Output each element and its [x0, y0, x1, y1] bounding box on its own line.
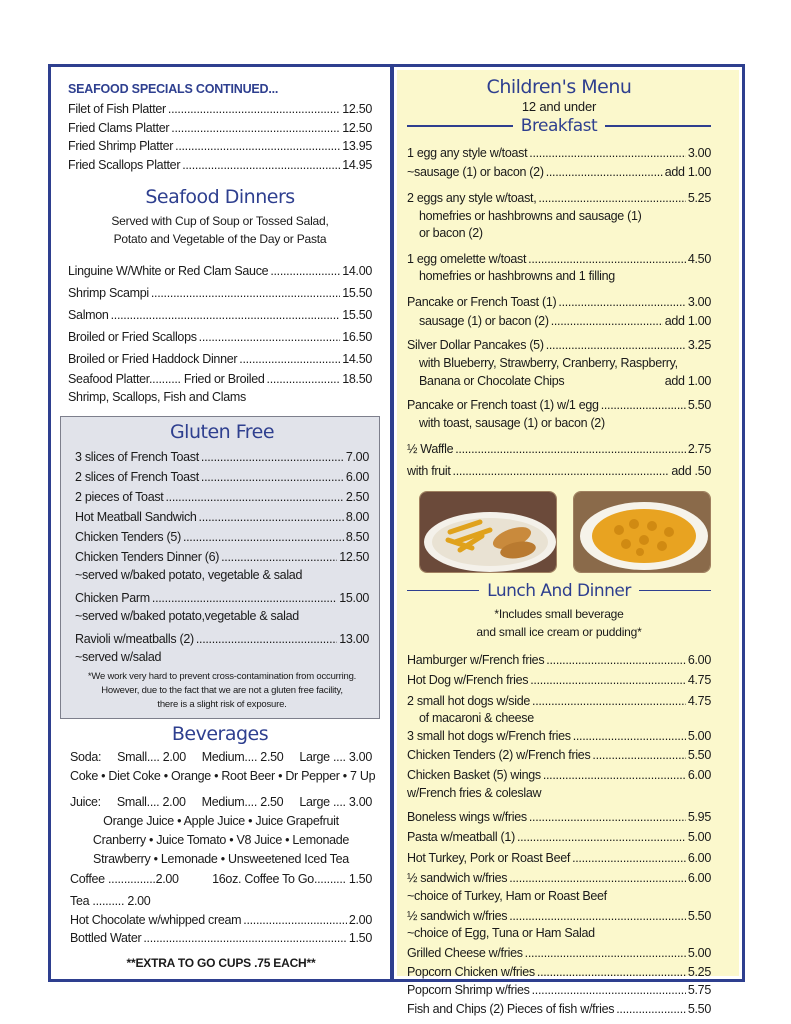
menu-item: 2 pieces of Toast ..... 2.50 — [75, 487, 369, 507]
menu-item: Fried Clams Platter ..... 12.50 — [68, 119, 372, 138]
chicken-tenders-fries-photo — [419, 491, 557, 573]
menu-item: Boneless wings w/fries ..... 5.95 — [407, 808, 711, 827]
age-note: 12 and under — [521, 99, 597, 114]
menu-item: Popcorn Chicken w/fries ..... 5.25 — [407, 963, 711, 982]
juice-prices: Juice: Small.... 2.00 Medium.... 2.50 Large .... 3.00 — [70, 794, 372, 809]
item-description: ~choice of Egg, Tuna or Ham Salad — [407, 926, 595, 940]
lunch-note-2: and small ice cream or pudding* — [476, 624, 642, 639]
seafood-dinners-list — [56, 260, 384, 406]
menu-item: Chicken Basket (5) wings ..... 6.00 — [407, 766, 711, 785]
menu-item: Shrimp Scampi ..... 15.50 — [68, 282, 372, 304]
menu-item: Hot Chocolate w/whipped cream ..... 2.00 — [70, 911, 372, 930]
breakfast-heading — [407, 116, 711, 136]
item-description: homefries or hashbrowns and 1 filling — [419, 269, 615, 283]
column-divider — [390, 64, 394, 982]
item-description: Shrimp, Scallops, Fish and Clams — [68, 389, 246, 404]
menu-item: ~sausage (1) or bacon (2) ..... add 1.00 — [407, 163, 711, 182]
menu-item: ½ sandwich w/fries ..... 5.50 — [407, 907, 711, 926]
menu-item: 2 slices of French Toast ..... 6.00 — [75, 467, 369, 487]
seafood-dinners-note-2: Potato and Vegetable of the Day or Pasta — [113, 232, 327, 246]
gluten-free-title: Gluten Free — [169, 420, 275, 443]
menu-item: Popcorn Shrimp w/fries ..... 5.75 — [407, 981, 711, 1000]
menu-item: Hot Dog w/French fries ..... 4.75 — [407, 671, 711, 690]
lunch-title: Lunch And Dinner — [487, 580, 631, 601]
menu-item: Hot Turkey, Pork or Roast Beef ..... 6.00 — [407, 849, 711, 868]
item-description: ~served w/baked potato,vegetable & salad — [75, 608, 299, 623]
seafood-dinners-title: Seafood Dinners — [145, 186, 295, 208]
menu-item: Linguine W/White or Red Clam Sauce ..... 14.00 — [68, 260, 372, 282]
soda-prices: Soda: Small.... 2.00 Medium.... 2.50 Large .... 3.00 — [70, 749, 372, 764]
left-column — [56, 72, 384, 976]
breakfast-list — [407, 144, 711, 481]
item-description: with toast, sausage (1) or bacon (2) — [419, 415, 605, 430]
item-description: w/French fries & coleslaw — [407, 785, 542, 800]
menu-item: Bottled Water ..... 1.50 — [70, 929, 372, 948]
item-description: ~served w/baked potato, vegetable & salad — [75, 567, 303, 582]
menu-item: Pancake or French Toast (1) ..... 3.00 — [407, 293, 711, 312]
menu-item: Filet of Fish Platter ..... 12.50 — [68, 100, 372, 119]
menu-item: 3 small hot dogs w/French fries ..... 5.00 — [407, 727, 711, 746]
menu-item: Chicken Tenders (5) ..... 8.50 — [75, 527, 369, 547]
menu-item: sausage (1) or bacon (2) ..... add 1.00 — [407, 312, 711, 331]
menu-item: Hamburger w/French fries ..... 6.00 — [407, 651, 711, 670]
gluten-free-disclaimer: *We work very hard to prevent cross-contamination from occurring. However, due to the fact that we are not a gluten free facility, there is a slight risk of exposure. — [87, 670, 357, 710]
menu-item: with fruit ..... add .50 — [407, 462, 711, 481]
juice-types: Orange Juice • Apple Juice • Juice Grapefruit — [103, 813, 339, 828]
menu-item: Salmon ..... 15.50 — [68, 304, 372, 326]
juice-types-2: Cranberry • Juice Tomato • V8 Juice • Lemonade — [92, 832, 350, 847]
menu-item: Pasta w/meatball (1) ..... 5.00 — [407, 828, 711, 847]
menu-item: Broiled or Fried Haddock Dinner ..... 14.50 — [68, 348, 372, 370]
seafood-dinners-note: Served with Cup of Soup or Tossed Salad, — [111, 214, 329, 228]
menu-item: Seafood Platter.......... Fried or Broiled ..... 18.50 — [68, 370, 372, 389]
item-description: homefries or hashbrowns and sausage (1) — [419, 208, 642, 223]
menu-item: Chicken Tenders (2) w/French fries ..... 5.50 — [407, 746, 711, 765]
menu-item: Chicken Parm ..... 15.00 — [75, 588, 369, 608]
menu-item: Grilled Cheese w/fries ..... 5.00 — [407, 944, 711, 963]
menu-item: ½ Waffle ..... 2.75 — [407, 440, 711, 459]
menu-item: 1 egg omelette w/toast ..... 4.50 — [407, 250, 711, 269]
menu-item: Fried Shrimp Platter ..... 13.95 — [68, 137, 372, 156]
menu-item: Pancake or French toast (1) w/1 egg ..... 5.50 — [407, 396, 711, 415]
childrens-menu-title: Children's Menu — [486, 76, 632, 98]
mac-and-cheese-photo — [573, 491, 711, 573]
menu-item: Banana or Chocolate Chips add 1.00 — [419, 373, 711, 388]
item-description: ~choice of Turkey, Ham or Roast Beef — [407, 888, 607, 903]
beverages-title: Beverages — [171, 722, 269, 745]
menu-item: 2 small hot dogs w/side ..... 4.75 — [407, 692, 711, 711]
childrens-menu-column — [397, 70, 739, 1016]
breakfast-title: Breakfast — [520, 116, 598, 136]
menu-item: 2 eggs any style w/toast, ..... 5.25 — [407, 189, 711, 208]
menu-item: Fried Scallops Platter ..... 14.95 — [68, 156, 372, 175]
juice-types-3: Strawberry • Lemonade • Unsweetened Iced Tea — [93, 851, 349, 866]
gluten-free-box — [60, 416, 380, 719]
menu-item: Ravioli w/meatballs (2) ..... 13.00 — [75, 629, 369, 649]
lunch-note: *Includes small beverage — [494, 606, 624, 621]
menu-item: 3 slices of French Toast ..... 7.00 — [75, 447, 369, 467]
coffee-prices: Coffee ...............2.00 16oz. Coffee To Go.......... 1.50 — [70, 871, 372, 886]
item-description: or bacon (2) — [419, 225, 483, 240]
lunch-list — [407, 651, 711, 1019]
tea-price: Tea .......... 2.00 — [70, 893, 151, 908]
menu-item: Chicken Tenders Dinner (6) ..... 12.50 — [75, 547, 369, 567]
menu-item: 1 egg any style w/toast ..... 3.00 — [407, 144, 711, 163]
seafood-specials-list — [56, 100, 384, 174]
menu-item: Silver Dollar Pancakes (5) ..... 3.25 — [407, 336, 711, 355]
menu-item: Broiled or Fried Scallops ..... 16.50 — [68, 326, 372, 348]
menu-item: Fish and Chips (2) Pieces of fish w/fries ..... 5.50 — [407, 1000, 711, 1019]
menu-item: Hot Meatball Sandwich ..... 8.00 — [75, 507, 369, 527]
item-description: ~served w/salad — [75, 649, 162, 664]
item-description: of macaroni & cheese — [419, 711, 534, 725]
menu-item: ½ sandwich w/fries ..... 6.00 — [407, 869, 711, 888]
item-description: with Blueberry, Strawberry, Cranberry, Raspberry, — [419, 355, 678, 370]
soda-types: Coke • Diet Coke • Orange • Root Beer • Dr Pepper • 7 Up — [70, 768, 376, 783]
seafood-specials-title: SEAFOOD SPECIALS CONTINUED... — [68, 82, 279, 96]
food-photos — [419, 491, 711, 573]
to-go-cups-note: **EXTRA TO GO CUPS .75 EACH** — [126, 955, 316, 970]
beverages-section — [56, 747, 384, 970]
lunch-heading — [407, 581, 711, 601]
